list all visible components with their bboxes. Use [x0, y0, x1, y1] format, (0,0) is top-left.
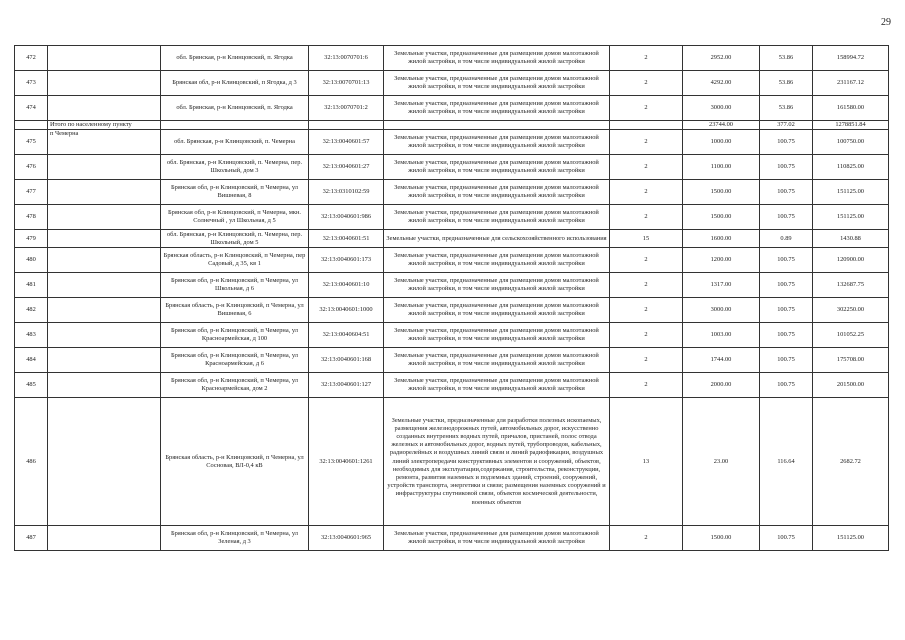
- settlement-total-label: Итого по населенному пункту: [48, 121, 161, 130]
- settlement-cell: [48, 230, 161, 248]
- land-use-cell: Земельные участки, предназначенные для размещения домов малоэтажной жилой застройки, в том числе индивидуальной жилой застройки: [384, 373, 610, 398]
- address-cell: Брянская обл, р-н Клинцовский, п Чемерна, ул Зеленая, д 3: [161, 526, 309, 551]
- address-cell: Брянская область, р-н Клинцовский, п Чемерна, ул Вишневая, 6: [161, 298, 309, 323]
- use-code-cell: 2: [610, 323, 683, 348]
- address-cell: обл. Брянская, р-н Клинцовский, п. Чемерна, пер. Школьный, дом 5: [161, 230, 309, 248]
- land-use-cell: Земельные участки, предназначенные для размещения домов малоэтажной жилой застройки, в том числе индивидуальной жилой застройки: [384, 130, 610, 155]
- cadastral-number-cell: 32:13:0040601:1261: [309, 398, 384, 526]
- rate-cell: 53.86: [760, 46, 813, 71]
- address-cell: Брянская обл, р-н Клинцовский, п Чемерна, ул Школьная, д 6: [161, 273, 309, 298]
- rate-cell: 100.75: [760, 323, 813, 348]
- row-number-cell: 484: [15, 348, 48, 373]
- cadastral-number-cell: 32:13:0040601:27: [309, 155, 384, 180]
- area-cell: 1500.00: [683, 526, 760, 551]
- land-use-cell: Земельные участки, предназначенные для размещения домов малоэтажной жилой застройки, в том числе индивидуальной жилой застройки: [384, 205, 610, 230]
- row-number-cell: [15, 121, 48, 130]
- cadastral-number-cell: 32:13:0040601:986: [309, 205, 384, 230]
- row-number-cell: 476: [15, 155, 48, 180]
- land-use-cell: Земельные участки, предназначенные для сельскохозяйственного использования: [384, 230, 610, 248]
- cadastral-number-cell: 32:13:0040601:173: [309, 248, 384, 273]
- land-use-cell: Земельные участки, предназначенные для разработки полезных ископаемых, размещения железнодорожных путей, автомобильных дорог, искусственно созданных внутренних водных путей, причалов, пристаней, полос отвода железных и автомобильных дорог, водных путей, трубопроводов, кабельных, радиорелейных и воздушных линий связи и линий радиофикации, воздушных линий электропередачи конструктивных элементов и сооружений, объектов, необходимых для эксплуатации,содержания, строительства, реконструкции, ремонта, развития наземных и подземных зданий, строений, сооружений, устройств транспорта, энергетики и связи; размещения наземных сооружений и инфраструктуры спутниковой связи, объектов космической деятельности, военных объектов: [384, 398, 610, 526]
- row-number-cell: 474: [15, 96, 48, 121]
- cadastral-number-cell: 32:13:0040601:127: [309, 373, 384, 398]
- table-row: [15, 298, 889, 323]
- table-row: [15, 323, 889, 348]
- use-code-cell: 2: [610, 373, 683, 398]
- rate-cell: 100.75: [760, 373, 813, 398]
- area-cell: 2000.00: [683, 373, 760, 398]
- land-use-cell: Земельные участки, предназначенные для размещения домов малоэтажной жилой застройки, в том числе индивидуальной жилой застройки: [384, 180, 610, 205]
- settlement-cell: [48, 248, 161, 273]
- address-cell: Брянская область, р-н Клинцовский, п Чемерна, пер Садовый, д 35, кв 1: [161, 248, 309, 273]
- row-number-cell: 477: [15, 180, 48, 205]
- cadastral-value-cell: 151125.00: [813, 526, 889, 551]
- subtotal-row: [15, 121, 889, 130]
- use-code-cell: 2: [610, 96, 683, 121]
- settlement-cell: [48, 526, 161, 551]
- address-cell: обл. Брянская, р-н Клинцовский, п. Чемерна: [161, 130, 309, 155]
- rate-cell: 0.89: [760, 230, 813, 248]
- land-use-cell: Земельные участки, предназначенные для размещения домов малоэтажной жилой застройки, в том числе индивидуальной жилой застройки: [384, 248, 610, 273]
- table-row: [15, 180, 889, 205]
- rate-cell: 100.75: [760, 205, 813, 230]
- cadastral-number-cell: 32:13:0310102:59: [309, 180, 384, 205]
- cadastral-value-cell: 120900.00: [813, 248, 889, 273]
- settlement-cell: [48, 46, 161, 71]
- cadastral-number-cell: 32:13:0040601:965: [309, 526, 384, 551]
- rate-cell: 100.75: [760, 155, 813, 180]
- address-cell: Брянская область, р-н Клинцовский, п Чемерна, ул Сосновая, ВЛ-0,4 кВ: [161, 398, 309, 526]
- total-rate-cell: 377.02: [760, 121, 813, 130]
- table-row: [15, 155, 889, 180]
- area-cell: 3000.00: [683, 96, 760, 121]
- use-code-cell: 2: [610, 130, 683, 155]
- rate-cell: 100.75: [760, 526, 813, 551]
- land-use-cell: Земельные участки, предназначенные для размещения домов малоэтажной жилой застройки, в том числе индивидуальной жилой застройки: [384, 298, 610, 323]
- table-row: [15, 205, 889, 230]
- table-row: [15, 526, 889, 551]
- row-number-cell: 480: [15, 248, 48, 273]
- address-cell: Брянская обл, р-н Клинцовский, п Чемерна, ул Вишневая, 8: [161, 180, 309, 205]
- land-use-cell: Земельные участки, предназначенные для размещения домов малоэтажной жилой застройки, в том числе индивидуальной жилой застройки: [384, 273, 610, 298]
- table-row: [15, 273, 889, 298]
- address-cell: обл. Брянская, р-н Клинцовский, п. Ягодка: [161, 96, 309, 121]
- rate-cell: 100.75: [760, 273, 813, 298]
- area-cell: 1200.00: [683, 248, 760, 273]
- land-use-cell: [384, 121, 610, 130]
- area-cell: 1100.00: [683, 155, 760, 180]
- table-body: [15, 46, 889, 551]
- rate-cell: 100.75: [760, 248, 813, 273]
- row-number-cell: 487: [15, 526, 48, 551]
- row-number-cell: 486: [15, 398, 48, 526]
- table-row: [15, 373, 889, 398]
- use-code-cell: 2: [610, 155, 683, 180]
- total-area-cell: 23744.00: [683, 121, 760, 130]
- settlement-cell: [48, 323, 161, 348]
- cadastral-number-cell: 32:13:0040601:51: [309, 230, 384, 248]
- address-cell: Брянская обл, р-н Клинцовский, п Чемерна, ул Красноармейская, д 6: [161, 348, 309, 373]
- address-cell: Брянская обл, р-н Клинцовский, п Чемерна, ул Красноармейская, д 100: [161, 323, 309, 348]
- cadastral-value-cell: 151125.00: [813, 180, 889, 205]
- rate-cell: 100.75: [760, 180, 813, 205]
- table-row: [15, 230, 889, 248]
- settlement-cell: [48, 398, 161, 526]
- cadastral-value-cell: 175708.00: [813, 348, 889, 373]
- use-code-cell: 2: [610, 180, 683, 205]
- rate-cell: 100.75: [760, 130, 813, 155]
- land-use-cell: Земельные участки, предназначенные для размещения домов малоэтажной жилой застройки, в том числе индивидуальной жилой застройки: [384, 71, 610, 96]
- rate-cell: 53.86: [760, 71, 813, 96]
- table-row: [15, 130, 889, 155]
- settlement-cell: [48, 96, 161, 121]
- area-cell: 1500.00: [683, 180, 760, 205]
- use-code-cell: 2: [610, 248, 683, 273]
- settlement-cell: [48, 373, 161, 398]
- use-code-cell: 2: [610, 298, 683, 323]
- settlement-cell: [48, 71, 161, 96]
- land-use-cell: Земельные участки, предназначенные для размещения домов малоэтажной жилой застройки, в том числе индивидуальной жилой застройки: [384, 526, 610, 551]
- cadastral-number-cell: 32:13:0040601:57: [309, 130, 384, 155]
- land-use-cell: Земельные участки, предназначенные для размещения домов малоэтажной жилой застройки, в том числе индивидуальной жилой застройки: [384, 323, 610, 348]
- cadastral-number-cell: 32:13:0070701:6: [309, 46, 384, 71]
- cadastral-value-cell: 161580.00: [813, 96, 889, 121]
- area-cell: 1600.00: [683, 230, 760, 248]
- area-cell: 23.00: [683, 398, 760, 526]
- use-code-cell: [610, 121, 683, 130]
- area-cell: 1500.00: [683, 205, 760, 230]
- table-row: [15, 71, 889, 96]
- row-number-cell: 481: [15, 273, 48, 298]
- use-code-cell: 15: [610, 230, 683, 248]
- cadastral-number-cell: 32:13:0040604:51: [309, 323, 384, 348]
- cadastral-value-cell: 151125.00: [813, 205, 889, 230]
- settlement-cell: [48, 205, 161, 230]
- total-value-cell: 1278851.84: [813, 121, 889, 130]
- row-number-cell: 479: [15, 230, 48, 248]
- cadastral-value-cell: 201500.00: [813, 373, 889, 398]
- rate-cell: 100.75: [760, 298, 813, 323]
- area-cell: 1003.00: [683, 323, 760, 348]
- cadastral-value-cell: 158994.72: [813, 46, 889, 71]
- use-code-cell: 2: [610, 205, 683, 230]
- cadastral-number-cell: 32:13:0040601:10: [309, 273, 384, 298]
- cadastral-value-cell: 231167.12: [813, 71, 889, 96]
- cadastral-value-cell: 132687.75: [813, 273, 889, 298]
- use-code-cell: 2: [610, 71, 683, 96]
- use-code-cell: 2: [610, 348, 683, 373]
- cadastral-number-cell: 32:13:0040601:168: [309, 348, 384, 373]
- cadastral-value-cell: 302250.00: [813, 298, 889, 323]
- land-use-cell: Земельные участки, предназначенные для размещения домов малоэтажной жилой застройки, в том числе индивидуальной жилой застройки: [384, 46, 610, 71]
- settlement-cell: [48, 348, 161, 373]
- cadastral-value-cell: 100750.00: [813, 130, 889, 155]
- settlement-cell: [48, 155, 161, 180]
- settlement-cell: [48, 273, 161, 298]
- row-number-cell: 478: [15, 205, 48, 230]
- settlement-cell: [48, 298, 161, 323]
- row-number-cell: 473: [15, 71, 48, 96]
- table-row: [15, 348, 889, 373]
- settlement-cell: п Чемерна: [48, 130, 161, 155]
- page-number: 29: [881, 17, 891, 28]
- use-code-cell: 13: [610, 398, 683, 526]
- area-cell: 4292.00: [683, 71, 760, 96]
- cadastral-value-cell: 2682.72: [813, 398, 889, 526]
- land-use-cell: Земельные участки, предназначенные для размещения домов малоэтажной жилой застройки, в том числе индивидуальной жилой застройки: [384, 96, 610, 121]
- address-cell: [161, 121, 309, 130]
- rate-cell: 100.75: [760, 348, 813, 373]
- area-cell: 3000.00: [683, 298, 760, 323]
- settlement-cell: [48, 180, 161, 205]
- cadastral-value-cell: 101052.25: [813, 323, 889, 348]
- area-cell: 2952.00: [683, 46, 760, 71]
- address-cell: Брянская обл, р-н Клинцовский, п Ягодка, д 3: [161, 71, 309, 96]
- cadastral-number-cell: 32:13:0040601:1000: [309, 298, 384, 323]
- area-cell: 1744.00: [683, 348, 760, 373]
- cadastral-number-cell: [309, 121, 384, 130]
- land-use-cell: Земельные участки, предназначенные для размещения домов малоэтажной жилой застройки, в том числе индивидуальной жилой застройки: [384, 155, 610, 180]
- table-row: [15, 46, 889, 71]
- land-use-cell: Земельные участки, предназначенные для размещения домов малоэтажной жилой застройки, в том числе индивидуальной жилой застройки: [384, 348, 610, 373]
- row-number-cell: 482: [15, 298, 48, 323]
- cadastral-number-cell: 32:13:0070701:2: [309, 96, 384, 121]
- table-row: [15, 398, 889, 526]
- cadastral-value-cell: 110825.00: [813, 155, 889, 180]
- address-cell: Брянская обл, р-н Клинцовский, п Чемерна, ул Красноармейская, дом 2: [161, 373, 309, 398]
- area-cell: 1317.00: [683, 273, 760, 298]
- rate-cell: 116.64: [760, 398, 813, 526]
- table-row: [15, 248, 889, 273]
- use-code-cell: 2: [610, 273, 683, 298]
- row-number-cell: 485: [15, 373, 48, 398]
- use-code-cell: 2: [610, 46, 683, 71]
- cadastral-number-cell: 32:13:0070701:13: [309, 71, 384, 96]
- row-number-cell: 472: [15, 46, 48, 71]
- land-cadastral-value-table: [14, 45, 889, 551]
- area-cell: 1000.00: [683, 130, 760, 155]
- row-number-cell: 475: [15, 130, 48, 155]
- cadastral-value-cell: 1430.88: [813, 230, 889, 248]
- address-cell: обл. Брянская, р-н Клинцовский, п. Чемерна, пер. Школьный, дом 3: [161, 155, 309, 180]
- rate-cell: 53.86: [760, 96, 813, 121]
- use-code-cell: 2: [610, 526, 683, 551]
- address-cell: Брянская обл, р-н Клинцовский, п Чемерна, мкн. Солнечный , ул Школьная, д 5: [161, 205, 309, 230]
- row-number-cell: 483: [15, 323, 48, 348]
- table-row: [15, 96, 889, 121]
- address-cell: обл. Брянская, р-н Клинцовский, п. Ягодка: [161, 46, 309, 71]
